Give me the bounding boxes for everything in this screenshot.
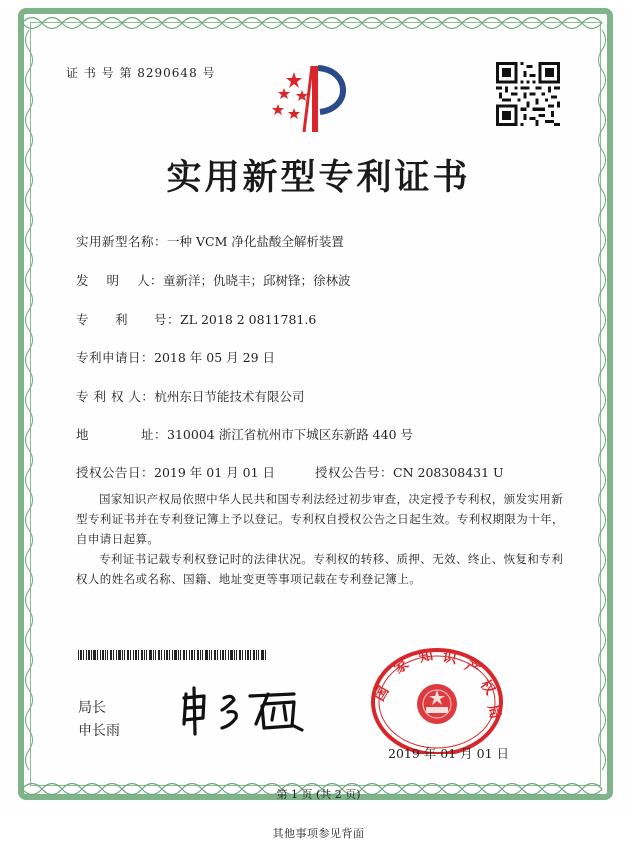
field-label: 授权公告号： bbox=[315, 465, 394, 480]
footer-note: 其他事项参见背面 bbox=[272, 827, 365, 840]
field-value: 310004 浙江省杭州市下城区东新路 440 号 bbox=[167, 427, 414, 442]
field-patent-number bbox=[76, 310, 316, 328]
field-label: 授权公告日： bbox=[76, 465, 155, 480]
field-label: 专利申请日： bbox=[76, 350, 155, 365]
field-inventor bbox=[76, 271, 350, 289]
field-value: 童新洋；仇晓丰；邱树锋；徐林波 bbox=[162, 273, 351, 288]
svg-text:知: 知 bbox=[417, 647, 435, 666]
barcode-icon bbox=[78, 650, 266, 660]
top-ornament bbox=[22, 12, 609, 34]
svg-text:识: 识 bbox=[441, 649, 458, 668]
seal-date: 2019 年 01 月 01 日 bbox=[388, 746, 509, 761]
field-value: 2018 年 05 月 29 日 bbox=[154, 350, 276, 365]
svg-text:产: 产 bbox=[461, 657, 483, 679]
svg-text:国: 国 bbox=[371, 683, 393, 704]
director-name: 申长雨 bbox=[78, 723, 120, 739]
right-ornament bbox=[595, 30, 609, 770]
field-value: CN 208308431 U bbox=[393, 465, 504, 480]
patent-office-emblem-icon bbox=[268, 62, 358, 138]
field-grant-date bbox=[76, 463, 275, 481]
field-label: 实用新型名称： bbox=[76, 234, 168, 249]
legal-status-paragraph: 专利证书记载专利权登记时的法律状况。专利权的转移、质押、无效、终止、恢复和专利权人的姓名或名称、国籍、地址变更等事项记载在专利登记簿上。 bbox=[76, 552, 564, 586]
field-value: 杭州东日节能技术有限公司 bbox=[154, 389, 305, 404]
field-value: ZL 2018 2 0811781.6 bbox=[180, 312, 317, 327]
field-value: 2019 年 01 月 01 日 bbox=[154, 465, 276, 480]
field-label: 发 明 人： bbox=[76, 273, 163, 288]
field-patentee bbox=[76, 387, 304, 405]
field-address bbox=[76, 425, 413, 443]
svg-text:权: 权 bbox=[476, 677, 498, 698]
svg-text:局: 局 bbox=[484, 702, 504, 721]
handwritten-signature bbox=[176, 684, 316, 736]
director-title: 局长 bbox=[78, 700, 106, 716]
certificate-title: 实用新型专利证书 bbox=[166, 157, 471, 198]
certificate-statement-paragraph: 国家知识产权局依照中华人民共和国专利法经过初步审查，决定授予专利权，颁发实用新型专利证书并在专利登记簿上予以登记。专利权自授权公告之日起生效。专利权期限为十年，自申请日起算。 bbox=[76, 492, 564, 546]
field-label: 专 利 权 人： bbox=[76, 389, 155, 404]
national-emblem-icon bbox=[417, 684, 457, 724]
field-filing-date bbox=[76, 348, 275, 366]
page-number: 第 1 页 (共 2 页) bbox=[276, 788, 361, 801]
field-grant-number bbox=[315, 463, 504, 481]
field-utility-model-name bbox=[76, 232, 344, 250]
qr-code-icon bbox=[496, 62, 560, 126]
svg-text:家: 家 bbox=[391, 656, 412, 678]
certificate-number: 证 书 号 第 8290648 号 bbox=[66, 66, 216, 80]
field-label: 地 址： bbox=[76, 427, 168, 442]
field-label: 专 利 号： bbox=[76, 312, 181, 327]
left-ornament bbox=[22, 30, 36, 770]
official-seal bbox=[368, 644, 506, 754]
field-value: 一种 VCM 净化盐酸全解析装置 bbox=[167, 234, 344, 249]
